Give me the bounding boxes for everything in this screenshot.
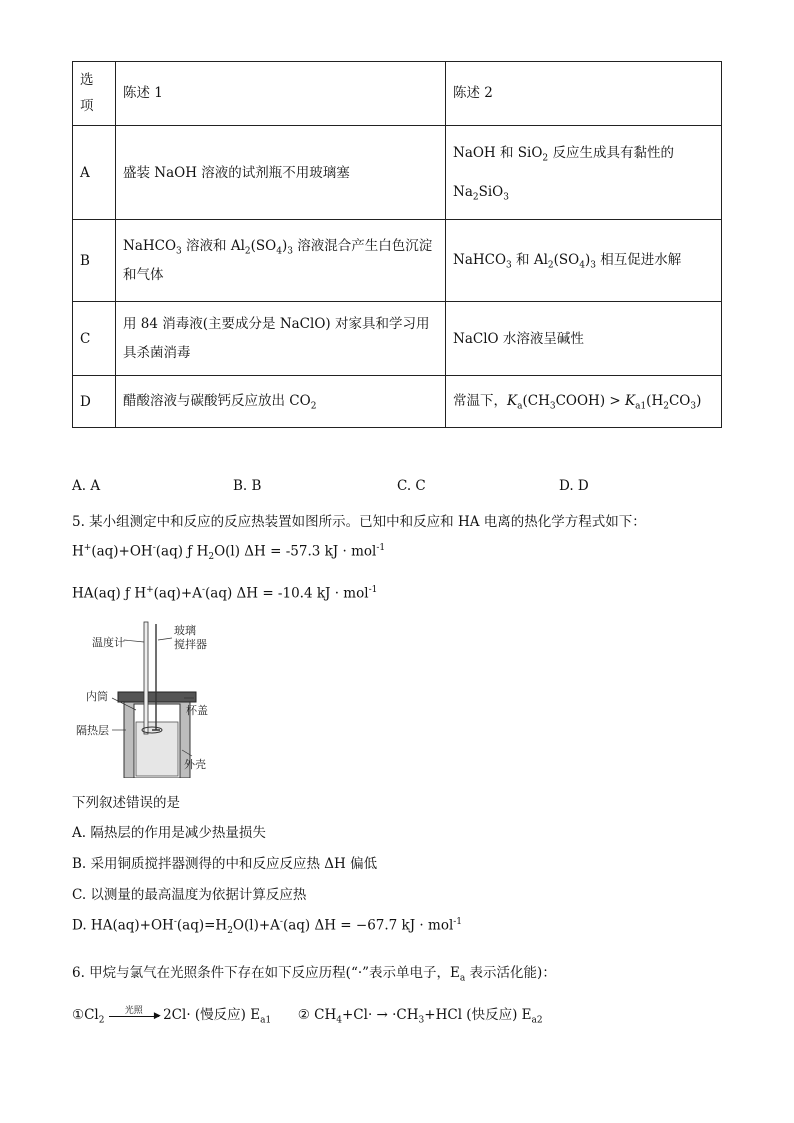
row-statement-1: NaHCO$_3$ 溶液和 $Al_2(SO_4)_3$ 溶液混合产生白色沉淀和气体 <box>116 220 446 302</box>
row-option: D <box>73 376 116 428</box>
calorimeter-figure <box>72 620 216 778</box>
answer-choice-d[interactable]: D. D <box>559 478 589 494</box>
label-insulation: 隔热层 <box>76 724 109 737</box>
q5-stem: 5. 某小组测定中和反应的反应热装置如图所示。已知中和反应和 HA 电离的热化学方程式如下： <box>72 514 646 530</box>
q6-reactions: $①Cl_2$ 光照 ▶ 2Cl· (慢反应) $E_{a1}$ ② $CH_4+Cl\cdot \to \cdot CH_3+HCl$ (快反应) $E_{a2}$ <box>72 1003 543 1026</box>
q5-equation-1: H+(aq)+OH-(aq) ƒ $H_2O(l) \Delta H = -57.3$ kJ · mol$^{-1}$ <box>72 543 386 563</box>
table-row <box>73 376 722 428</box>
row-statement-2: NaClO 水溶液呈碱性 <box>446 302 722 376</box>
answer-choice-a[interactable]: A. A <box>72 478 101 494</box>
table-row <box>73 126 722 220</box>
lid <box>118 692 196 702</box>
header-statement-2: 陈述 2 <box>446 62 722 126</box>
q5-option-c[interactable]: C. 以测量的最高温度为依据计算反应热 <box>72 887 307 903</box>
q5-equation-2: HA(aq) ƒ H+(aq)+A-(aq) ΔH = -10.4 kJ · mol$^{-1}$ <box>72 585 378 602</box>
row-statement-2: 常温下，$K_a(CH_3COOH) > K_{a1}(H_2CO_3)$ <box>446 376 722 428</box>
q6-stem: 6. 甲烷与氯气在光照条件下存在如下反应历程(“·”表示单电子，$E_a$ 表示活化能)： <box>72 965 556 984</box>
row-statement-2: NaHCO$_3$ 和 $Al_2(SO_4)_3$ 相互促进水解 <box>446 220 722 302</box>
reaction-arrow: 光照 ▶ <box>109 1014 159 1017</box>
options-table <box>72 61 722 428</box>
row-statement-1: 醋酸溶液与碳酸钙反应放出 $CO_2$ <box>116 376 446 428</box>
table-row <box>73 302 722 376</box>
answer-choice-b[interactable]: B. B <box>233 478 262 494</box>
q5-option-a[interactable]: A. 隔热层的作用是减少热量损失 <box>72 825 266 841</box>
answer-choice-c[interactable]: C. C <box>397 478 426 494</box>
thermometer <box>144 622 148 734</box>
label-shell: 外壳 <box>184 758 206 771</box>
label-stirrer-1: 玻璃 <box>174 624 196 637</box>
table-row <box>73 220 722 302</box>
label-inner-cup: 内筒 <box>86 690 108 703</box>
q5-prompt: 下列叙述错误的是 <box>72 795 180 811</box>
row-statement-1: 盛装 NaOH 溶液的试剂瓶不用玻璃塞 <box>116 126 446 220</box>
header-option: 选 项 <box>73 62 116 126</box>
label-lid: 杯盖 <box>186 704 208 717</box>
row-statement-2: NaOH 和 SiO$_2$ 反应生成具有黏性的 $Na_2SiO_3$ <box>446 126 722 220</box>
row-option: A <box>73 126 116 220</box>
q5-option-b[interactable]: B. 采用铜质搅拌器测得的中和反应反应热 ΔH 偏低 <box>72 856 378 872</box>
arrow-condition: 光照 <box>124 1006 143 1016</box>
label-thermometer: 温度计 <box>92 636 125 649</box>
q5-option-d[interactable]: D. $HA(aq)+OH^-(aq)=H_2O(l)+A^-(aq) \Delta H = -67.7$ kJ · mol$^{-1}$ <box>72 917 463 937</box>
row-statement-1: 用 84 消毒液(主要成分是 NaClO) 对家具和学习用具杀菌消毒 <box>116 302 446 376</box>
table-header-row <box>73 62 722 126</box>
row-option: B <box>73 220 116 302</box>
label-stirrer-2: 搅拌器 <box>174 638 207 651</box>
header-statement-1: 陈述 1 <box>116 62 446 126</box>
row-option: C <box>73 302 116 376</box>
